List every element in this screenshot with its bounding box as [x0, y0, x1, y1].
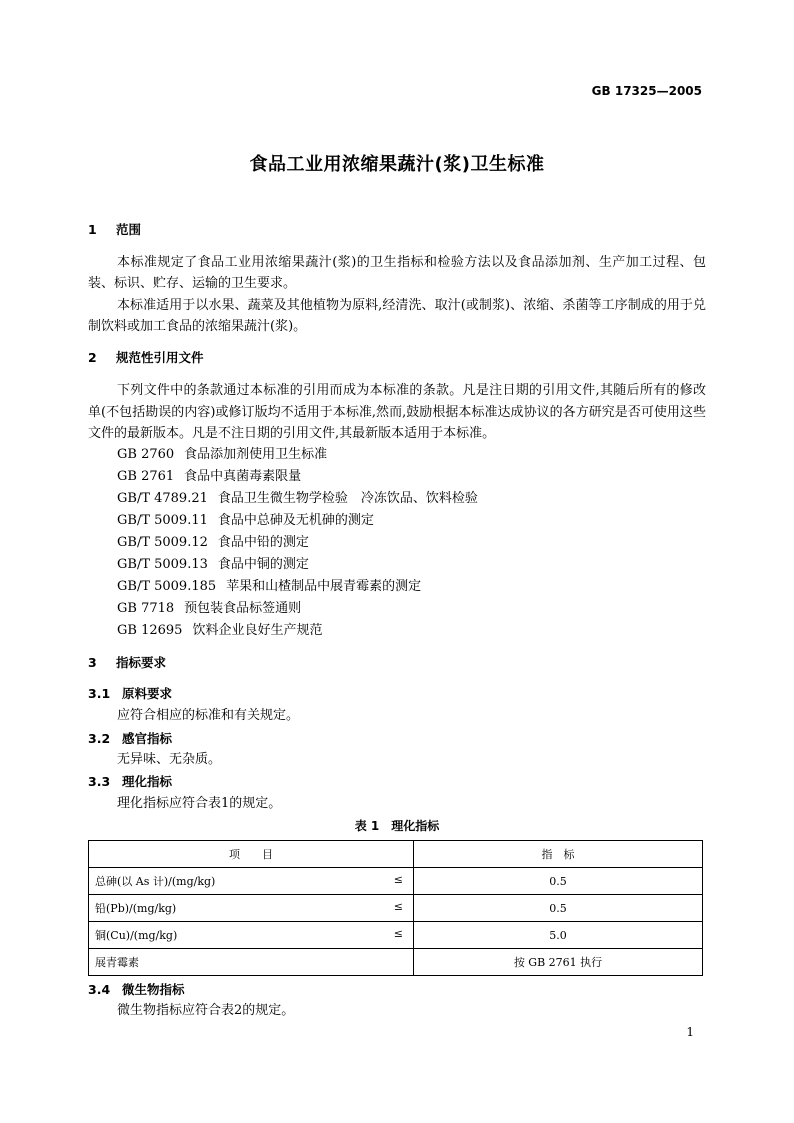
section-1-paragraph-2: 本标准适用于以水果、蔬菜及其他植物为原料,经清洗、取汁(或制浆)、浓缩、杀菌等工序制成的用于兑制饮料或加工食品的浓缩果蔬汁(浆)。: [88, 298, 706, 334]
section-1-paragraph-1: 本标准规定了食品工业用浓缩果蔬汁(浆)的卫生指标和检验方法以及食品添加剂、生产加工过程、包装、标识、贮存、运输的卫生要求。: [88, 255, 706, 291]
table-row: [89, 949, 703, 976]
table-cell-item: [89, 868, 414, 895]
reference-title: 食品中真菌毒素限量: [184, 469, 302, 484]
reference-code: GB 2760: [117, 447, 175, 462]
table-title: 理化指标: [391, 819, 440, 833]
table-cell-value: 按 GB 2761 执行: [414, 949, 703, 976]
reference-item: [117, 447, 327, 463]
reference-title: 食品中铅的测定: [217, 535, 309, 550]
table-row: [89, 868, 703, 895]
subsection-3-4-heading: [88, 982, 185, 998]
reference-code: GB/T 4789.21: [117, 491, 208, 506]
reference-item: [117, 601, 301, 617]
reference-item: [117, 469, 301, 485]
table-cell-value: 5.0: [414, 922, 703, 949]
reference-code: GB/T 5009.185: [117, 579, 217, 594]
subsection-title: 微生物指标: [122, 982, 185, 997]
section-title: 范围: [116, 222, 142, 237]
table-header-value: 指 标: [414, 841, 703, 868]
reference-item: [117, 513, 374, 529]
table-1-caption: [0, 818, 794, 834]
reference-item: [117, 491, 478, 507]
subsection-number: 3.4: [88, 982, 111, 997]
reference-item: [117, 623, 322, 639]
section-2-heading: [88, 350, 204, 366]
section-number: 3: [88, 655, 97, 670]
section-3-heading: [88, 655, 166, 671]
standard-code: GB 17325—2005: [591, 84, 702, 98]
table-cell-value: 0.5: [414, 895, 703, 922]
section-number: 1: [88, 222, 97, 237]
table-row: [89, 922, 703, 949]
reference-title: 预包装食品标签通则: [184, 601, 302, 616]
item-label: 展青霉素: [95, 956, 139, 969]
table-cell-item: [89, 895, 414, 922]
section-title: 规范性引用文件: [116, 350, 204, 365]
item-label: 总砷(以 As 计)/(mg/kg): [95, 875, 216, 888]
subsection-number: 3.1: [88, 686, 111, 701]
reference-item: [117, 535, 309, 551]
page-number: 1: [686, 1025, 694, 1039]
reference-title: 食品添加剂使用卫生标准: [184, 447, 328, 462]
reference-code: GB 7718: [117, 601, 175, 616]
table-header-item: 项 目: [89, 841, 414, 868]
table-row: [89, 895, 703, 922]
reference-title: 食品卫生微生物学检验 冷冻饮品、饮料检验: [217, 491, 478, 506]
comparison-symbol: ≤: [393, 873, 403, 886]
reference-title: 饮料企业良好生产规范: [192, 623, 323, 638]
subsection-3-4-text: 微生物指标应符合表2的规定。: [117, 1003, 295, 1018]
section-2-paragraph-1: 下列文件中的条款通过本标准的引用而成为本标准的条款。凡是注日期的引用文件,其随后所有的修改单(不包括勘误的内容)或修订版均不适用于本标准,然而,鼓励根据本标准达成协议的各方研究是否可使用这些文件的最新版本。凡是不注日期的引用文件,其最新版本适用于本标准。: [88, 383, 706, 441]
subsection-title: 理化指标: [122, 774, 173, 789]
reference-title: 食品中铜的测定: [217, 557, 309, 572]
item-label: 铜(Cu)/(mg/kg): [95, 929, 178, 942]
table-number: 表 1: [354, 819, 380, 833]
item-label: 铅(Pb)/(mg/kg): [95, 902, 177, 915]
comparison-symbol: ≤: [393, 927, 403, 940]
section-number: 2: [88, 350, 97, 365]
reference-item: [117, 557, 309, 573]
subsection-3-2-heading: [88, 731, 172, 747]
reference-code: GB/T 5009.11: [117, 513, 208, 528]
table-cell-value: 0.5: [414, 868, 703, 895]
reference-title: 食品中总砷及无机砷的测定: [217, 513, 374, 528]
table-1: [88, 840, 703, 976]
subsection-3-3-heading: [88, 774, 172, 790]
reference-code: GB/T 5009.13: [117, 557, 208, 572]
reference-title: 苹果和山楂制品中展青霉素的测定: [226, 579, 422, 594]
subsection-3-3-text: 理化指标应符合表1的规定。: [117, 796, 282, 811]
subsection-title: 感官指标: [122, 731, 173, 746]
reference-item: [117, 579, 421, 595]
subsection-3-1-heading: [88, 686, 172, 702]
document-title: 食品工业用浓缩果蔬汁(浆)卫生标准: [249, 154, 545, 175]
table-cell-item: [89, 949, 414, 976]
subsection-number: 3.3: [88, 774, 111, 789]
comparison-symbol: ≤: [393, 900, 403, 913]
table-cell-item: [89, 922, 414, 949]
reference-code: GB/T 5009.12: [117, 535, 208, 550]
table-header-row: [89, 841, 703, 868]
subsection-3-2-text: 无异味、无杂质。: [117, 752, 222, 767]
subsection-number: 3.2: [88, 731, 111, 746]
subsection-title: 原料要求: [122, 686, 173, 701]
section-1-heading: [88, 222, 141, 238]
reference-code: GB 12695: [117, 623, 183, 638]
subsection-3-1-text: 应符合相应的标准和有关规定。: [117, 708, 300, 723]
section-title: 指标要求: [116, 655, 167, 670]
reference-code: GB 2761: [117, 469, 175, 484]
